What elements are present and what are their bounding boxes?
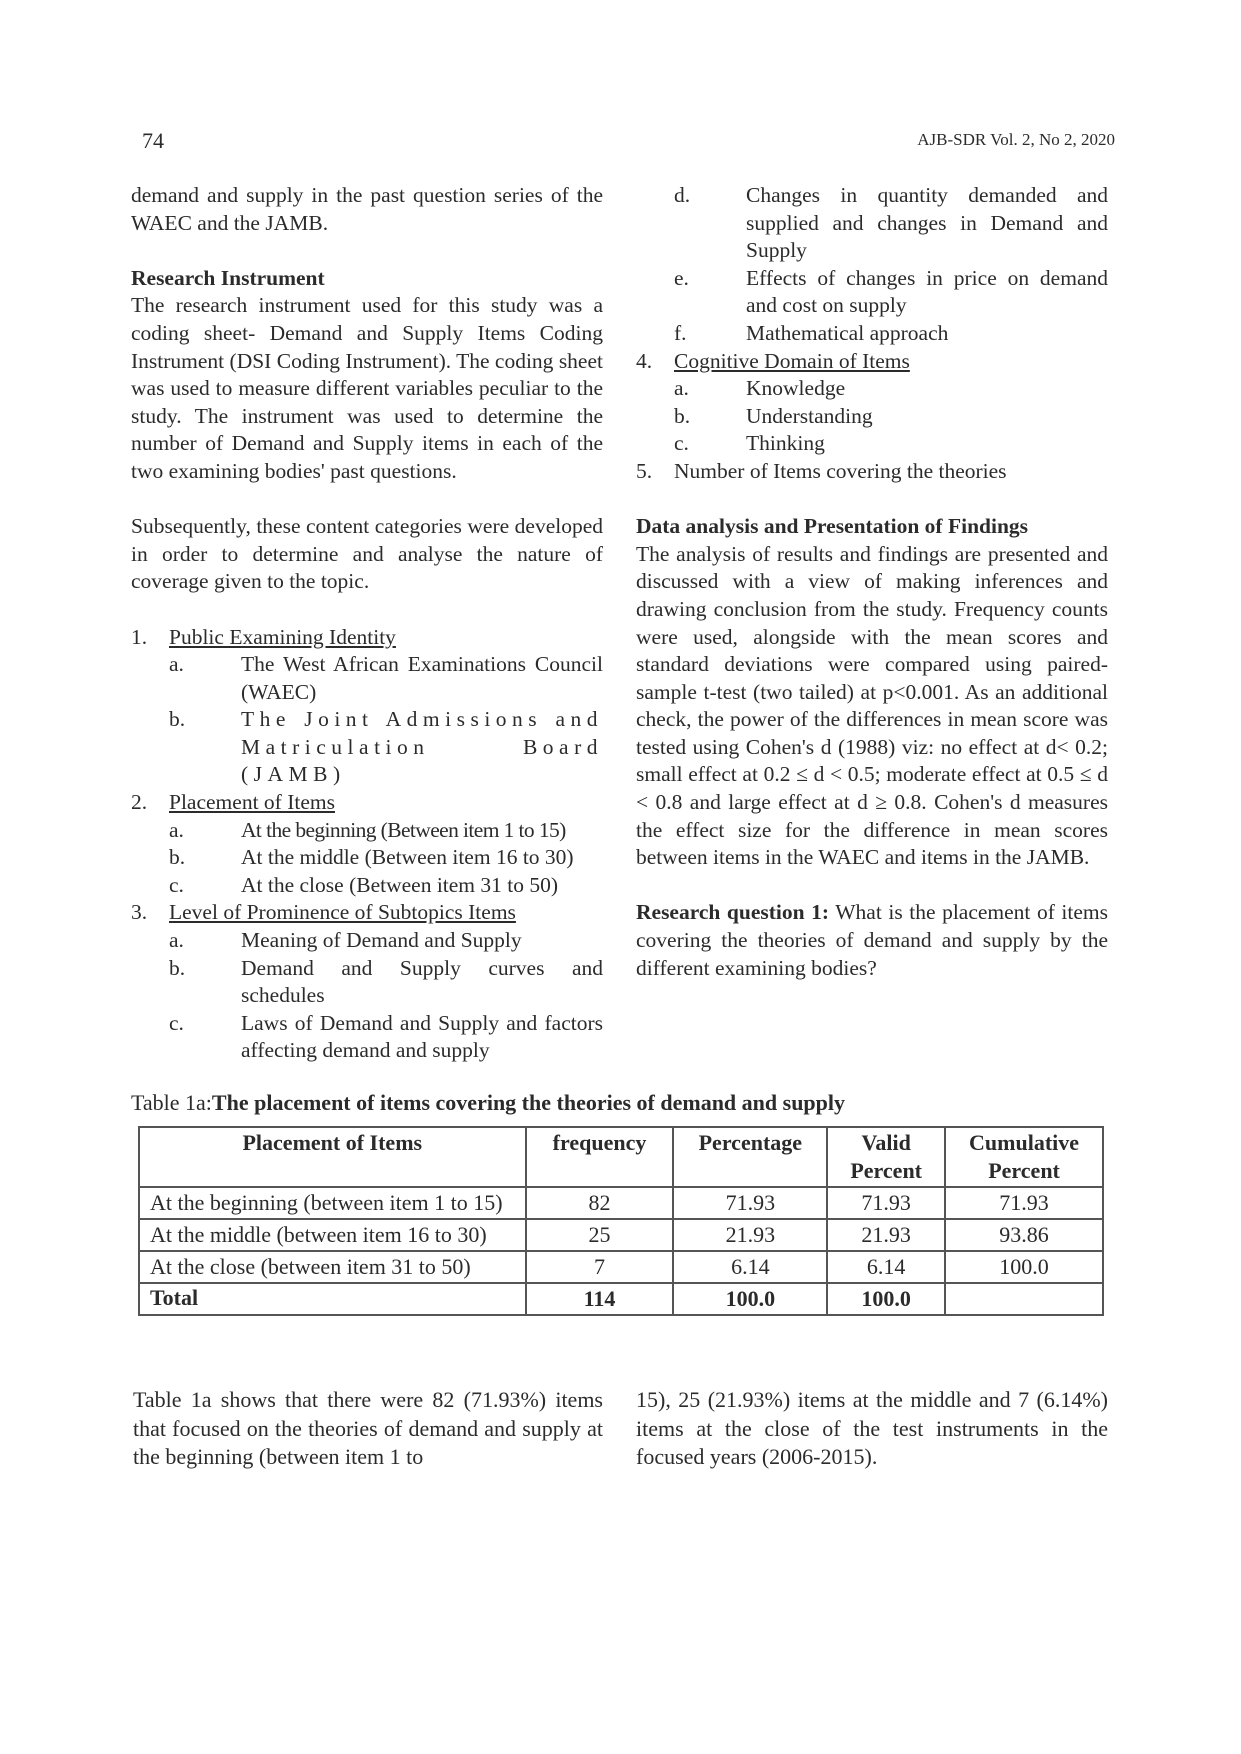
data-analysis-heading: Data analysis and Presentation of Findings <box>636 514 1029 539</box>
list-item <box>636 403 1108 431</box>
column-header: Percentage <box>673 1127 827 1187</box>
item-text: Mathematical approach <box>746 320 949 345</box>
data-analysis-paragraph: The analysis of results and findings are presented and discussed with a view of making inferences and drawing conclusion from the study. Frequency counts were used, alongside with the mean scores and standard deviations were compared using paired-sample t-test (two tailed) at p<0.001. As an additional check, the power of the differences in mean score was tested using Cohen's d (1988) viz: no effect at d< 0.2; small effect at 0.2 ≤ d < 0.5; moderate effect at 0.5 ≤ d < 0.8 and large effect at d ≥ 0.8. Cohen's d measures the effect size for the difference in mean scores between items in the WAEC and items in the JAMB. <box>636 541 1108 870</box>
conclusion-right: 15), 25 (21.93%) items at the middle and 7 (6.14%) items at the close of the test instruments in the focused years (2006-2015). <box>636 1387 1108 1469</box>
category-label: Placement of Items <box>169 790 335 815</box>
cell-total-label: Total <box>139 1283 526 1315</box>
column-header: Valid Percent <box>827 1127 945 1187</box>
column-header: Cumulative Percent <box>945 1127 1103 1187</box>
list-item <box>131 1010 603 1065</box>
table-row <box>139 1219 1103 1251</box>
cell-percentage: 71.93 <box>673 1187 827 1219</box>
item-text: Effects of changes in price on demand and cost on supply <box>746 265 1108 318</box>
item-text: Knowledge <box>746 376 846 401</box>
category-label: Public Examining Identity <box>169 624 396 649</box>
conclusion-left: Table 1a shows that there were 82 (71.93%) items that focused on the theories of demand and supply at the beginning (between item 1 to <box>133 1387 603 1469</box>
cell-percentage: 21.93 <box>673 1219 827 1251</box>
list-item <box>131 927 603 955</box>
running-head: AJB-SDR Vol. 2, No 2, 2020 <box>917 130 1115 149</box>
research-question-paragraph <box>636 899 1108 982</box>
item-letter: b. <box>674 403 691 428</box>
category-label: Level of Prominence of Subtopics Items <box>169 900 516 925</box>
cell-total-frequency: 114 <box>526 1283 674 1315</box>
research-instrument-heading: Research Instrument <box>131 265 325 290</box>
table-caption-prefix: Table 1a: <box>131 1090 212 1115</box>
cell-total-cumulative-percent <box>945 1283 1103 1315</box>
cell-total-percentage: 100.0 <box>673 1283 827 1315</box>
research-instrument-paragraph: The research instrument used for this study was a coding sheet- Demand and Supply Items Coding Instrument (DSI Coding Instrument). The coding sheet was used to measure different variables peculiar to the study. The instrument was used to determine the number of Demand and Supply items in each of the two examining bodies' past questions. <box>131 293 603 483</box>
item-text: Meaning of Demand and Supply <box>241 928 522 953</box>
category-label: Number of Items covering the theories <box>674 458 1007 483</box>
category-number: 2. <box>131 790 148 815</box>
list-item <box>636 375 1108 403</box>
item-text: Changes in quantity demanded and supplied and changes in Demand and Supply <box>746 183 1108 263</box>
table-caption <box>131 1090 845 1116</box>
list-item <box>636 265 1108 320</box>
cell-cumulative-percent: 71.93 <box>945 1187 1103 1219</box>
table-row <box>139 1251 1103 1283</box>
list-item <box>131 651 603 706</box>
item-text: Demand and Supply curves and schedules <box>241 955 603 1008</box>
cell-valid-percent: 71.93 <box>827 1187 945 1219</box>
item-letter: a. <box>169 652 184 677</box>
category-number: 4. <box>636 348 653 373</box>
list-item <box>131 872 603 900</box>
research-question-text: What is the placement of items covering the theories of demand and supply by the different examining bodies? <box>636 900 1109 980</box>
category-5 <box>636 458 1108 486</box>
table-header-row <box>139 1127 1103 1187</box>
item-letter: e. <box>674 265 689 290</box>
item-text: Laws of Demand and Supply and factors affecting demand and supply <box>241 1010 603 1063</box>
subsequently-paragraph: Subsequently, these content categories were developed in order to determine and analyse the nature of coverage given to the topic. <box>131 514 603 594</box>
cell-frequency: 82 <box>526 1187 674 1219</box>
item-text: Thinking <box>746 431 825 456</box>
list-item <box>131 706 603 789</box>
cell-percentage: 6.14 <box>673 1251 827 1283</box>
page-number: 74 <box>142 128 164 153</box>
category-number: 1. <box>131 624 148 649</box>
cell-frequency: 25 <box>526 1219 674 1251</box>
item-text: At the close (Between item 31 to 50) <box>241 872 559 897</box>
item-letter: b. <box>169 845 186 870</box>
placement-table <box>138 1126 1104 1316</box>
category-3 <box>131 899 603 927</box>
cell-valid-percent: 6.14 <box>827 1251 945 1283</box>
item-letter: a. <box>169 928 184 953</box>
cell-placement: At the middle (between item 16 to 30) <box>139 1219 526 1251</box>
category-2 <box>131 789 603 817</box>
item-letter: c. <box>169 1010 184 1035</box>
item-letter: b. <box>169 707 186 732</box>
cell-valid-percent: 21.93 <box>827 1219 945 1251</box>
list-item <box>636 320 1108 348</box>
item-text: The Joint Admissions and Matriculation Board (JAMB) <box>241 707 603 787</box>
item-text: Understanding <box>746 403 873 428</box>
item-letter: a. <box>169 817 184 842</box>
list-item <box>636 430 1108 458</box>
item-letter: c. <box>169 872 184 897</box>
column-header: Placement of Items <box>139 1127 526 1187</box>
table-total-row <box>139 1283 1103 1315</box>
item-text: At the beginning (Between item 1 to 15) <box>241 817 566 842</box>
item-letter: c. <box>674 431 689 456</box>
cell-frequency: 7 <box>526 1251 674 1283</box>
intro-paragraph: demand and supply in the past question series of the WAEC and the JAMB. <box>131 183 603 235</box>
item-letter: d. <box>674 183 691 207</box>
list-item <box>131 844 603 872</box>
table-row <box>139 1187 1103 1219</box>
list-item <box>131 817 603 845</box>
research-question-label: Research question 1: <box>636 900 830 925</box>
cell-cumulative-percent: 100.0 <box>945 1251 1103 1283</box>
category-4 <box>636 348 1108 376</box>
cell-cumulative-percent: 93.86 <box>945 1219 1103 1251</box>
category-1 <box>131 624 603 652</box>
list-item <box>131 955 603 1010</box>
item-letter: b. <box>169 955 186 980</box>
cell-placement: At the close (between item 31 to 50) <box>139 1251 526 1283</box>
table-caption-title: The placement of items covering the theories of demand and supply <box>211 1090 846 1115</box>
category-number: 5. <box>636 458 653 483</box>
list-item <box>636 182 1108 265</box>
item-letter: a. <box>674 376 689 401</box>
column-header: frequency <box>526 1127 674 1187</box>
cell-placement: At the beginning (between item 1 to 15) <box>139 1187 526 1219</box>
item-letter: f. <box>674 320 687 345</box>
left-column <box>131 182 603 1065</box>
item-text: At the middle (Between item 16 to 30) <box>241 845 574 870</box>
cell-total-valid-percent: 100.0 <box>827 1283 945 1315</box>
right-column <box>636 182 1108 982</box>
category-number: 3. <box>131 900 148 925</box>
category-label: Cognitive Domain of Items <box>674 348 910 373</box>
item-text: The West African Examinations Council (WAEC) <box>241 652 603 704</box>
